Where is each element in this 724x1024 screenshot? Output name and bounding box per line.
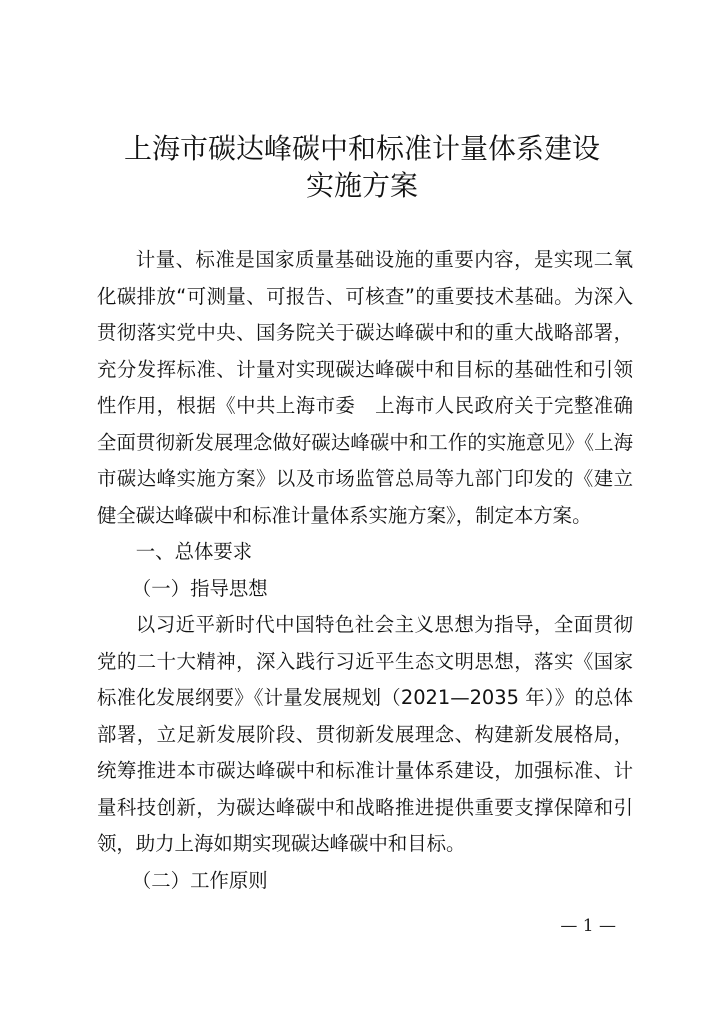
document-title-line2: 实施方案 [305,169,418,202]
document-title-line1: 上海市碳达峰碳中和标准计量体系建设 [123,132,600,165]
guiding-ideology-paragraph: 以习近平新时代中国特色社会主义思想为指导，全面贯彻党的二十大精神，深入践行习近平生态文明思想，落实《国家标准化发展纲要》《计量发展规划（2021—2035 年）》的总体部署，立足新发展阶段、贯彻新发展理念、构建新发展格局，统筹推进本市碳达峰碳中和标准计量体系建设，加强标准、计量科技创新，为碳达峰碳中和战略推进提供重要支撑保障和引领，助力上海如期实现碳达峰碳中和目标。 [97,613,633,855]
subsection-heading-guiding-ideology: （一）指导思想 [131,576,268,600]
page-number: — 1 — [560,916,616,936]
section-heading-general-requirements: 一、总体要求 [135,540,253,563]
intro-paragraph: 计量、标准是国家质量基础设施的重要内容，是实现二氧化碳排放“可测量、可报告、可核查”的重要技术基础。为深入贯彻落实党中央、国务院关于碳达峰碳中和的重大战略部署，充分发挥标准、计量对实现碳达峰碳中和目标的基础性和引领性作用，根据《中共上海市委 上海市人民政府关于完整准确全面贯彻新发展理念做好碳达峰碳中和工作的实施意见》《上海市碳达峰实施方案》以及市场监管总局等九部门印发的《建立健全碳达峰碳中和标准计量体系实施方案》，制定本方案。 [97,248,633,527]
subsection-heading-work-principles: （二）工作原则 [131,868,268,892]
document-body [97,242,633,899]
